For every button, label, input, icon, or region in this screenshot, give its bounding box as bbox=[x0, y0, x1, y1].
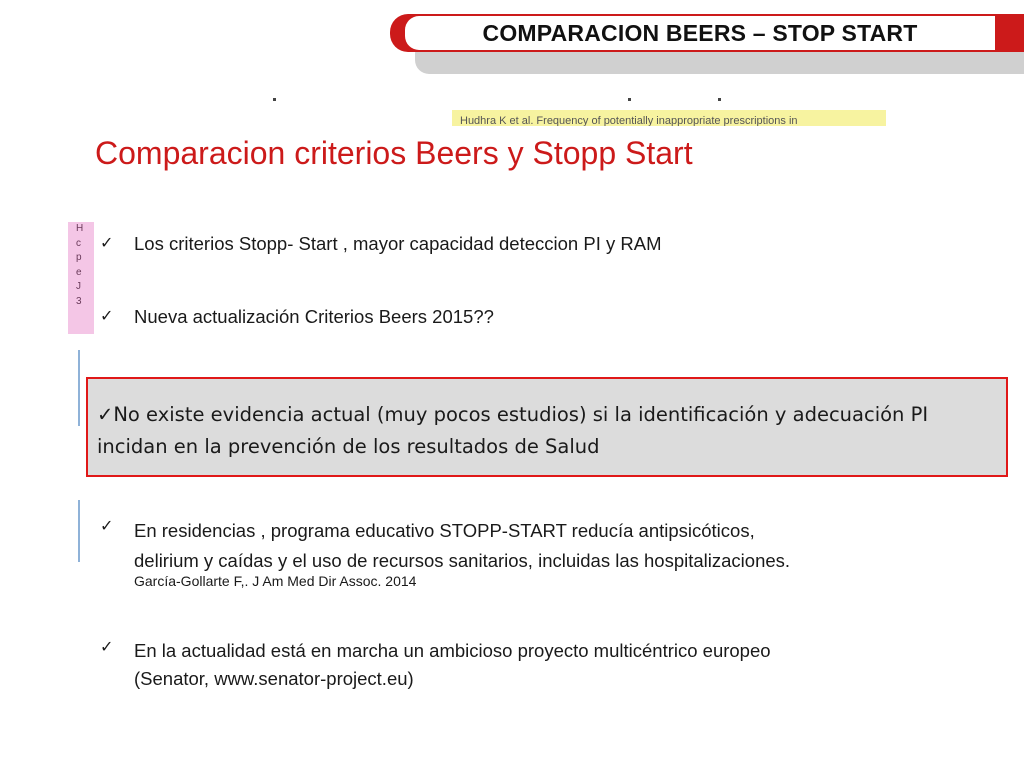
pink-fragment-line: p bbox=[76, 252, 82, 263]
background-pink-fragment bbox=[68, 222, 94, 334]
citation: García-Gollarte F,. J Am Med Dir Assoc. 2014 bbox=[134, 573, 417, 589]
pink-fragment-line: J bbox=[76, 281, 81, 292]
background-blue-fragment bbox=[78, 500, 85, 562]
bullet-text bbox=[134, 637, 771, 693]
pink-fragment-line: c bbox=[76, 237, 81, 249]
slide-subtitle: Comparacion criterios Beers y Stopp Start bbox=[95, 135, 693, 171]
background-remnant-dots bbox=[270, 96, 730, 104]
checkmark-icon: ✓ bbox=[100, 639, 114, 656]
checkmark-icon: ✓ bbox=[100, 235, 114, 252]
bullet-text bbox=[134, 516, 790, 576]
pink-fragment-line: H bbox=[76, 223, 84, 234]
highlight-box bbox=[86, 377, 1008, 477]
bullet-line: delirium y caídas y el uso de recursos sanitarios, incluidas las hospitalizaciones. bbox=[134, 550, 791, 571]
bullet-text: Nueva actualización Criterios Beers 2015?? bbox=[134, 306, 494, 327]
bullet-text: Los criterios Stopp- Start , mayor capacidad deteccion PI y RAM bbox=[134, 233, 662, 254]
background-blue-fragment bbox=[78, 350, 85, 426]
highlight-line: ✓No existe evidencia actual (muy pocos estudios) si la identificación y adecuación PI bbox=[97, 403, 929, 426]
highlight-text bbox=[97, 399, 997, 463]
highlight-line: incidan en la prevención de los resultados de Salud bbox=[97, 435, 600, 458]
pink-fragment-line: 3 bbox=[76, 295, 82, 307]
bullet-line: En la actualidad está en marcha un ambicioso proyecto multicéntrico europeo bbox=[134, 640, 771, 661]
checkmark-icon: ✓ bbox=[100, 308, 114, 325]
bullet-line: En residencias , programa educativo STOPP-START reducía antipsicóticos, bbox=[134, 520, 755, 541]
checkmark-icon: ✓ bbox=[100, 518, 114, 535]
background-reference: Hudhra K et al. Frequency of potentially inappropriate prescriptions in bbox=[452, 110, 886, 126]
pink-fragment-line: e bbox=[76, 266, 82, 278]
slide-header-title: COMPARACION BEERS – STOP START bbox=[405, 16, 995, 50]
bullet-line: (Senator, www.senator-project.eu) bbox=[134, 668, 414, 689]
